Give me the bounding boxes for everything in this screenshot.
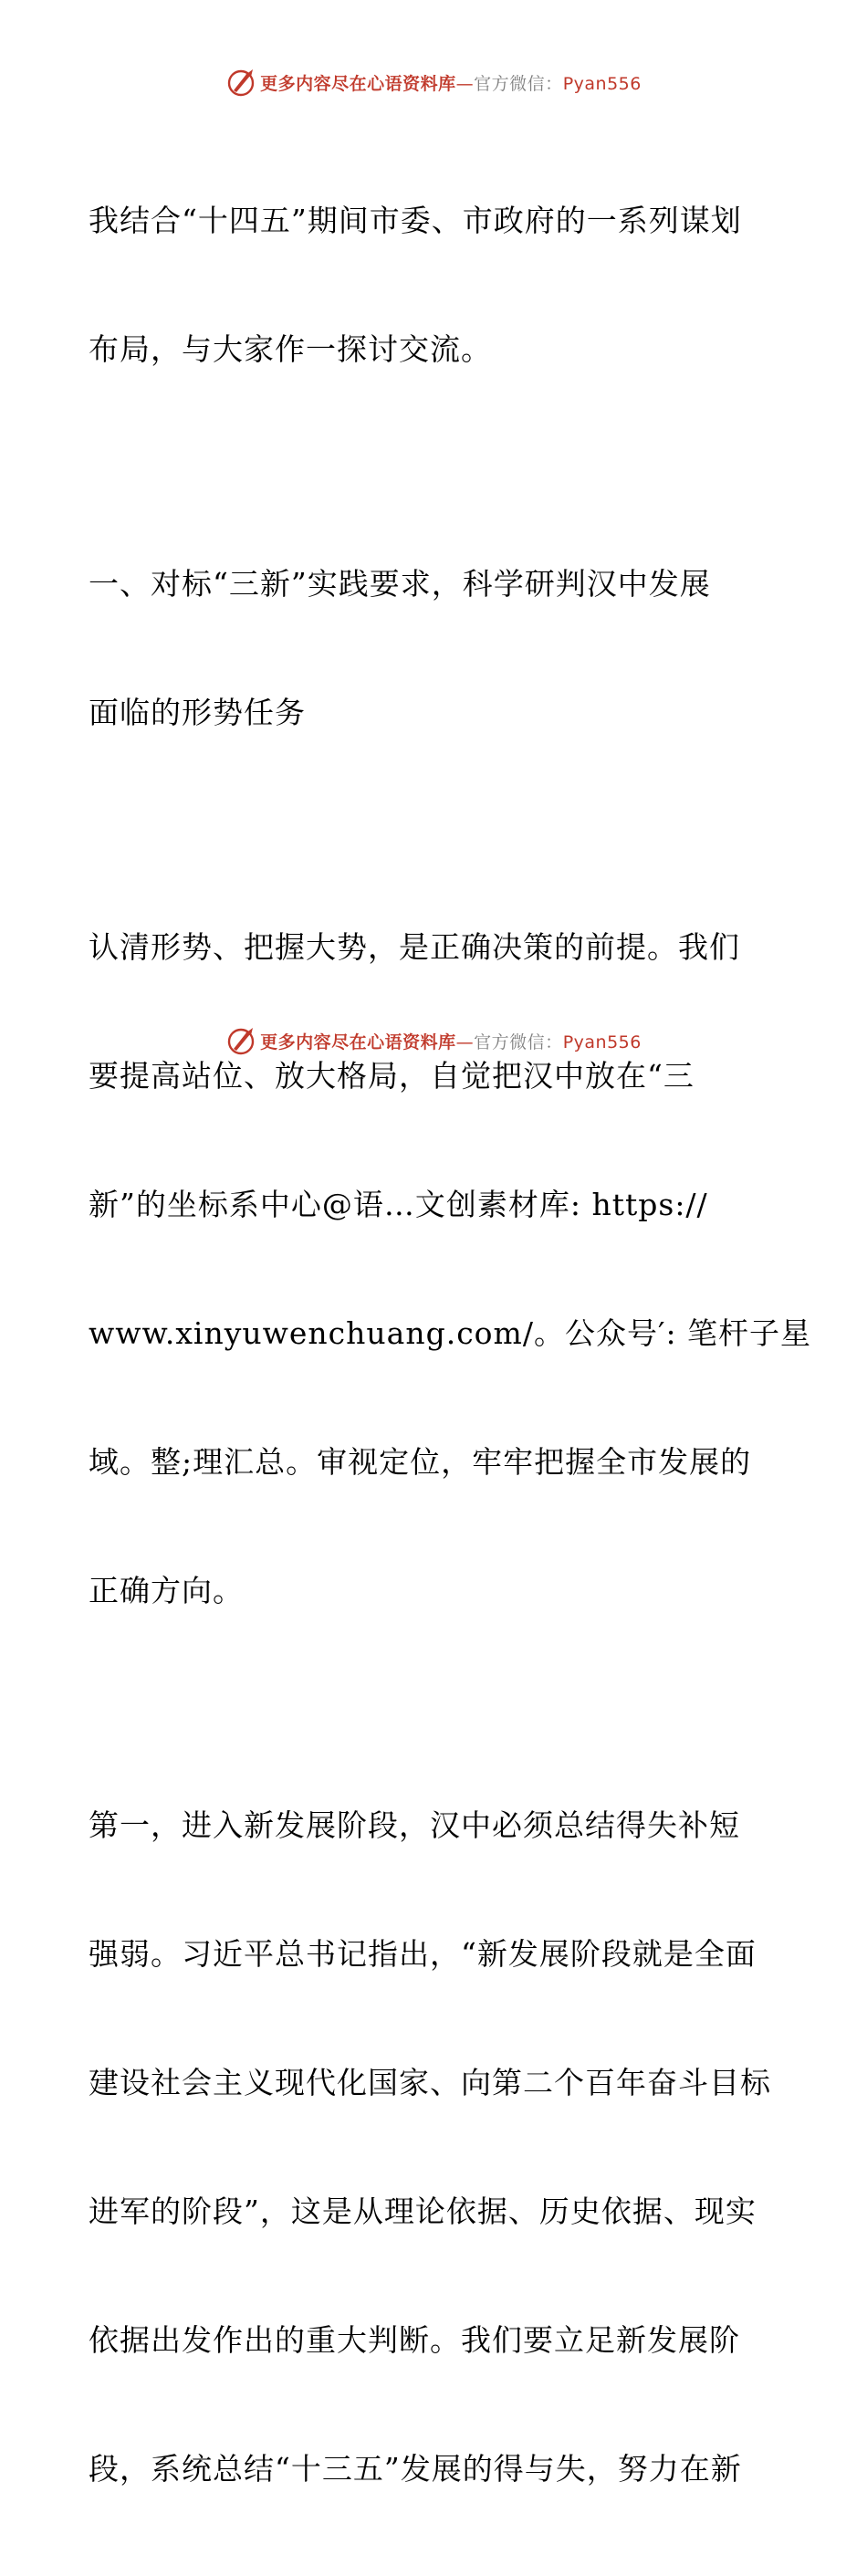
- text-line: 第一，进入新发展阶段，汉中必须总结得失补短: [89, 1807, 740, 1843]
- paragraph-intro: [89, 113, 782, 456]
- text-line: 依据出发作出的重大判断。我们要立足新发展阶: [89, 2322, 740, 2358]
- text-line: 新”的坐标系中心@语…文创素材库: https://: [89, 1187, 708, 1222]
- text-line: www.xinyuwenchuang.com/。公众号′: 笔杆子星: [89, 1315, 812, 1351]
- footer-watermark: [0, 1022, 867, 1059]
- quill-logo-icon: [225, 1025, 256, 1056]
- watermark-main: 更多内容尽在心语资料库: [260, 73, 456, 94]
- paragraph-first-point: [89, 1718, 782, 2576]
- section-heading: [89, 476, 782, 820]
- text-line: 正确方向。: [89, 1573, 244, 1608]
- text-line: 一、对标“三新”实践要求，科学研判汉中发展: [89, 566, 711, 602]
- text-line: 我结合“十四五”期间市委、市政府的一系列谋划: [89, 203, 742, 238]
- text-line: 建设社会主义现代化国家、向第二个百年奋斗目标: [89, 2065, 771, 2100]
- paragraph-situation: [89, 840, 812, 1698]
- text-line: 进军的阶段”，这是从理论依据、历史依据、现实: [89, 2194, 757, 2229]
- watermark-main: 更多内容尽在心语资料库: [260, 1031, 456, 1052]
- document-body: [89, 113, 812, 2576]
- watermark-side: 官方微信：: [474, 73, 563, 94]
- text-line: 面临的形势任务: [89, 695, 306, 730]
- text-line: 要提高站位、放大格局，自觉把汉中放在“三: [89, 1058, 695, 1094]
- text-line: 域。整;理汇总。审视定位，牢牢把握全市发展的: [89, 1444, 752, 1480]
- text-line: 认清形势、把握大势，是正确决策的前提。我们: [89, 929, 740, 965]
- text-line: 布局，与大家作一探讨交流。: [89, 331, 492, 367]
- header-watermark: [0, 64, 867, 100]
- watermark-text: [260, 70, 642, 95]
- watermark-dash: —: [455, 1031, 475, 1052]
- watermark-dash: —: [455, 73, 475, 94]
- watermark-id: Pyan556: [562, 73, 642, 94]
- text-line: 段，系统总结“十三五”发展的得与失，努力在新: [89, 2451, 742, 2487]
- watermark-id: Pyan556: [562, 1031, 642, 1052]
- text-line: 强弱。习近平总书记指出，“新发展阶段就是全面: [89, 1936, 757, 1972]
- watermark-side: 官方微信：: [474, 1031, 563, 1052]
- quill-logo-icon: [225, 67, 256, 98]
- watermark-text: [260, 1029, 642, 1053]
